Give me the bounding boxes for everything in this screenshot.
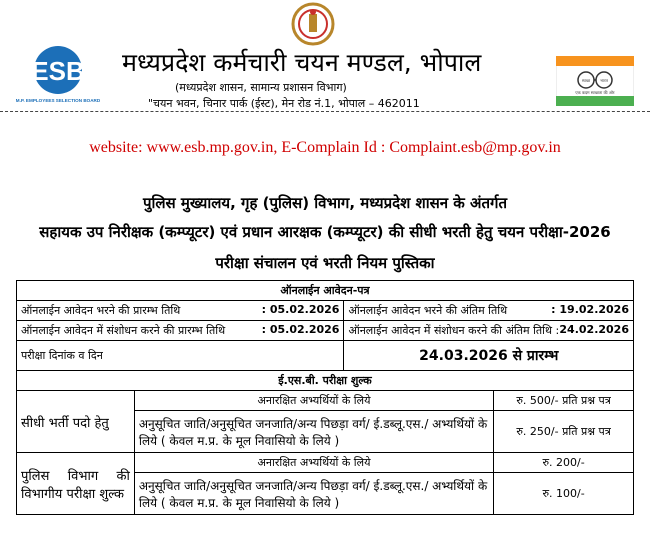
start-date-label: ऑनलाईन आवेदन भरने की प्रारम्भ तिथि xyxy=(21,304,181,317)
mp-government-emblem-icon xyxy=(290,2,336,46)
schedule-and-fee-table xyxy=(16,280,634,515)
document-title-line-2: सहायक उप निरीक्षक (कम्प्यूटर) एवं प्रधान आरक्षक (कम्प्यूटर) की सीधी भरती हेतु चयन परीक्षा-2026 xyxy=(39,223,611,241)
document-title-line-1: पुलिस मुख्यालय, गृह (पुलिस) विभाग, मध्यप्रदेश शासन के अंतर्गत xyxy=(142,194,508,212)
edit-start-date-cell xyxy=(17,321,344,341)
direct-unreserved-fee: रु. 500/- प्रति प्रश्न पत्र xyxy=(494,391,634,411)
organization-subtitle: (मध्यप्रदेश शासन, सामान्य प्रशासन विभाग) xyxy=(175,81,347,94)
svg-text:भारत: भारत xyxy=(600,78,608,83)
dept-reserved-label: अनुसूचित जाति/अनुसूचित जनजाति/अन्य पिछड़ा वर्ग/ ई.डब्लू.एस./ अभ्यर्थियों के लिये ( केवल म.प्र. के मूल निवासियो के लिये ) xyxy=(134,473,493,515)
direct-unreserved-label: अनारक्षित अभ्यर्थियों के लिये xyxy=(134,391,493,411)
direct-reserved-fee: रु. 250/- प्रति प्रश्न पत्र xyxy=(494,411,634,453)
svg-text:ESB: ESB xyxy=(31,56,85,86)
departmental-exam-label: पुलिस विभाग की विभागीय परीक्षा शुल्क xyxy=(17,453,135,515)
website-contact-line: website: www.esb.mp.gov.in, E-Complain Id : Complaint.esb@mp.gov.in xyxy=(89,139,561,156)
organization-address: "चयन भवन, चिनार पार्क (ईस्ट), मेन रोड नं.1, भोपाल – 462011 xyxy=(148,97,420,110)
direct-reserved-label: अनुसूचित जाति/अनुसूचित जनजाति/अन्य पिछड़ा वर्ग/ ई.डब्लू.एस./ अभ्यर्थियों के लिये ( केवल म.प्र. के मूल निवासियो के लिये ) xyxy=(134,411,493,453)
end-date-label: ऑनलाईन आवेदन भरने की अंतिम तिथि xyxy=(348,304,508,317)
letterhead xyxy=(0,0,650,112)
header-divider xyxy=(0,111,650,112)
exam-date-value: 24.03.2026 से प्रारम्भ xyxy=(344,341,634,371)
svg-text:एक कदम स्वच्छता की ओर: एक कदम स्वच्छता की ओर xyxy=(575,90,615,95)
document-title-line-3: परीक्षा संचालन एवं भरती नियम पुस्तिका xyxy=(215,254,435,272)
exam-date-label: परीक्षा दिनांक व दिन xyxy=(17,341,344,371)
direct-recruitment-label: सीधी भर्ती पदो हेतु xyxy=(17,391,135,453)
svg-text:M.P. EMPLOYEES SELECTION BOARD: M.P. EMPLOYEES SELECTION BOARD xyxy=(15,98,101,103)
online-form-heading: ऑनलाईन आवेदन-पत्र xyxy=(17,281,634,301)
dept-unreserved-label: अनारक्षित अभ्यर्थियों के लिये xyxy=(134,453,493,473)
organization-title: मध्यप्रदेश कर्मचारी चयन मण्डल, भोपाल xyxy=(122,48,482,77)
start-date-cell xyxy=(17,301,344,321)
start-date-value: : 05.02.2026 xyxy=(261,303,340,316)
swachh-bharat-logo-icon xyxy=(556,56,634,106)
dept-unreserved-fee: रु. 200/- xyxy=(494,453,634,473)
fee-heading: ई.एस.बी. परीक्षा शुल्क xyxy=(17,371,634,391)
edit-end-date-value: 24.02.2026 xyxy=(559,323,629,336)
edit-end-date-label: ऑनलाईन आवेदन में संशोधन करने की अंतिम तिथि : xyxy=(348,324,560,337)
esb-logo-icon xyxy=(12,44,104,106)
svg-text:स्वच्छ: स्वच्छ xyxy=(581,78,591,83)
dept-reserved-fee: रु. 100/- xyxy=(494,473,634,515)
edit-start-date-label: ऑनलाईन आवेदन में संशोधन करने की प्रारम्भ तिथि xyxy=(21,324,226,337)
end-date-cell xyxy=(344,301,634,321)
edit-start-date-value: : 05.02.2026 xyxy=(261,323,340,336)
end-date-value: : 19.02.2026 xyxy=(551,303,629,316)
edit-end-date-cell xyxy=(344,321,634,341)
